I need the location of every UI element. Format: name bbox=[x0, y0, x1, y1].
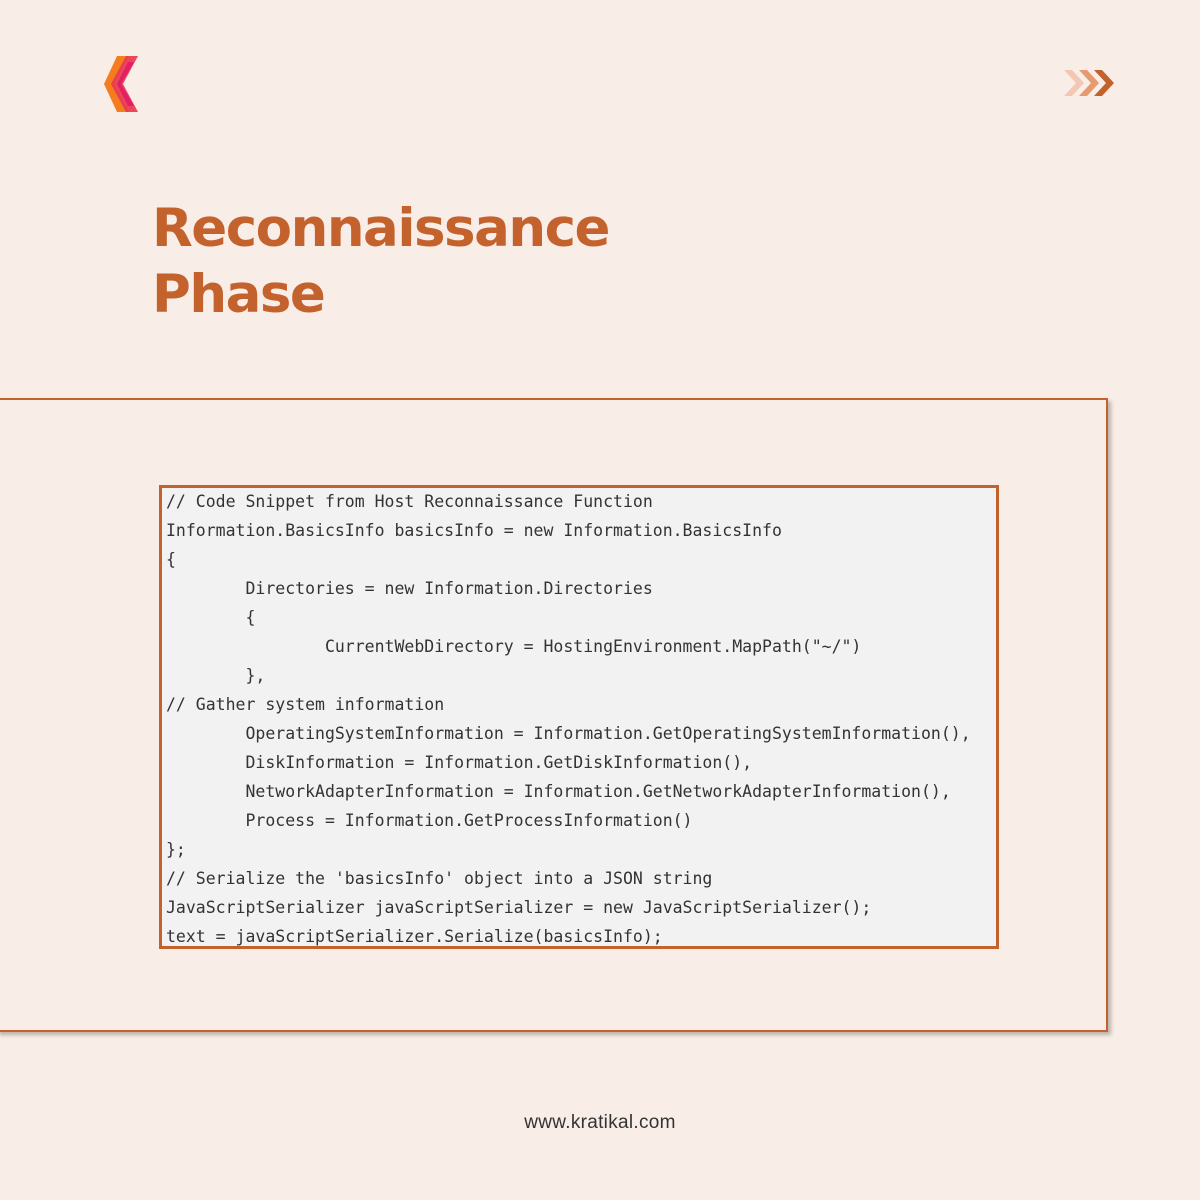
code-line: // Serialize the 'basicsInfo' object into a JSON string bbox=[166, 869, 713, 888]
code-line: NetworkAdapterInformation = Information.GetNetworkAdapterInformation(), bbox=[166, 782, 951, 801]
code-line: Process = Information.GetProcessInformation() bbox=[166, 811, 693, 830]
footer-url[interactable]: www.kratikal.com bbox=[524, 1112, 676, 1133]
triple-chevron-right-icon bbox=[1064, 70, 1114, 96]
code-line: OperatingSystemInformation = Information.GetOperatingSystemInformation(), bbox=[166, 724, 971, 743]
brand-logo-icon bbox=[104, 56, 140, 112]
code-line: // Gather system information bbox=[166, 695, 445, 714]
code-line: CurrentWebDirectory = HostingEnvironment.MapPath("~/") bbox=[166, 637, 862, 656]
code-line: Directories = new Information.Directories bbox=[166, 579, 653, 598]
code-line: Information.BasicsInfo basicsInfo = new Information.BasicsInfo bbox=[166, 521, 782, 540]
code-line: { bbox=[166, 608, 256, 627]
code-line: DiskInformation = Information.GetDiskInformation(), bbox=[166, 753, 753, 772]
code-line: // Code Snippet from Host Reconnaissance Function bbox=[166, 492, 653, 511]
title-line-2: Phase bbox=[152, 264, 325, 325]
code-line: JavaScriptSerializer javaScriptSerializer = new JavaScriptSerializer(); bbox=[166, 898, 872, 917]
code-line: { bbox=[166, 550, 176, 569]
code-snippet bbox=[159, 485, 999, 949]
title-line-1: Reconnaissance bbox=[152, 198, 609, 259]
code-line: }, bbox=[166, 666, 266, 685]
code-line: }; bbox=[166, 840, 186, 859]
page-title bbox=[152, 196, 609, 328]
code-line: text = javaScriptSerializer.Serialize(basicsInfo); bbox=[166, 927, 663, 946]
